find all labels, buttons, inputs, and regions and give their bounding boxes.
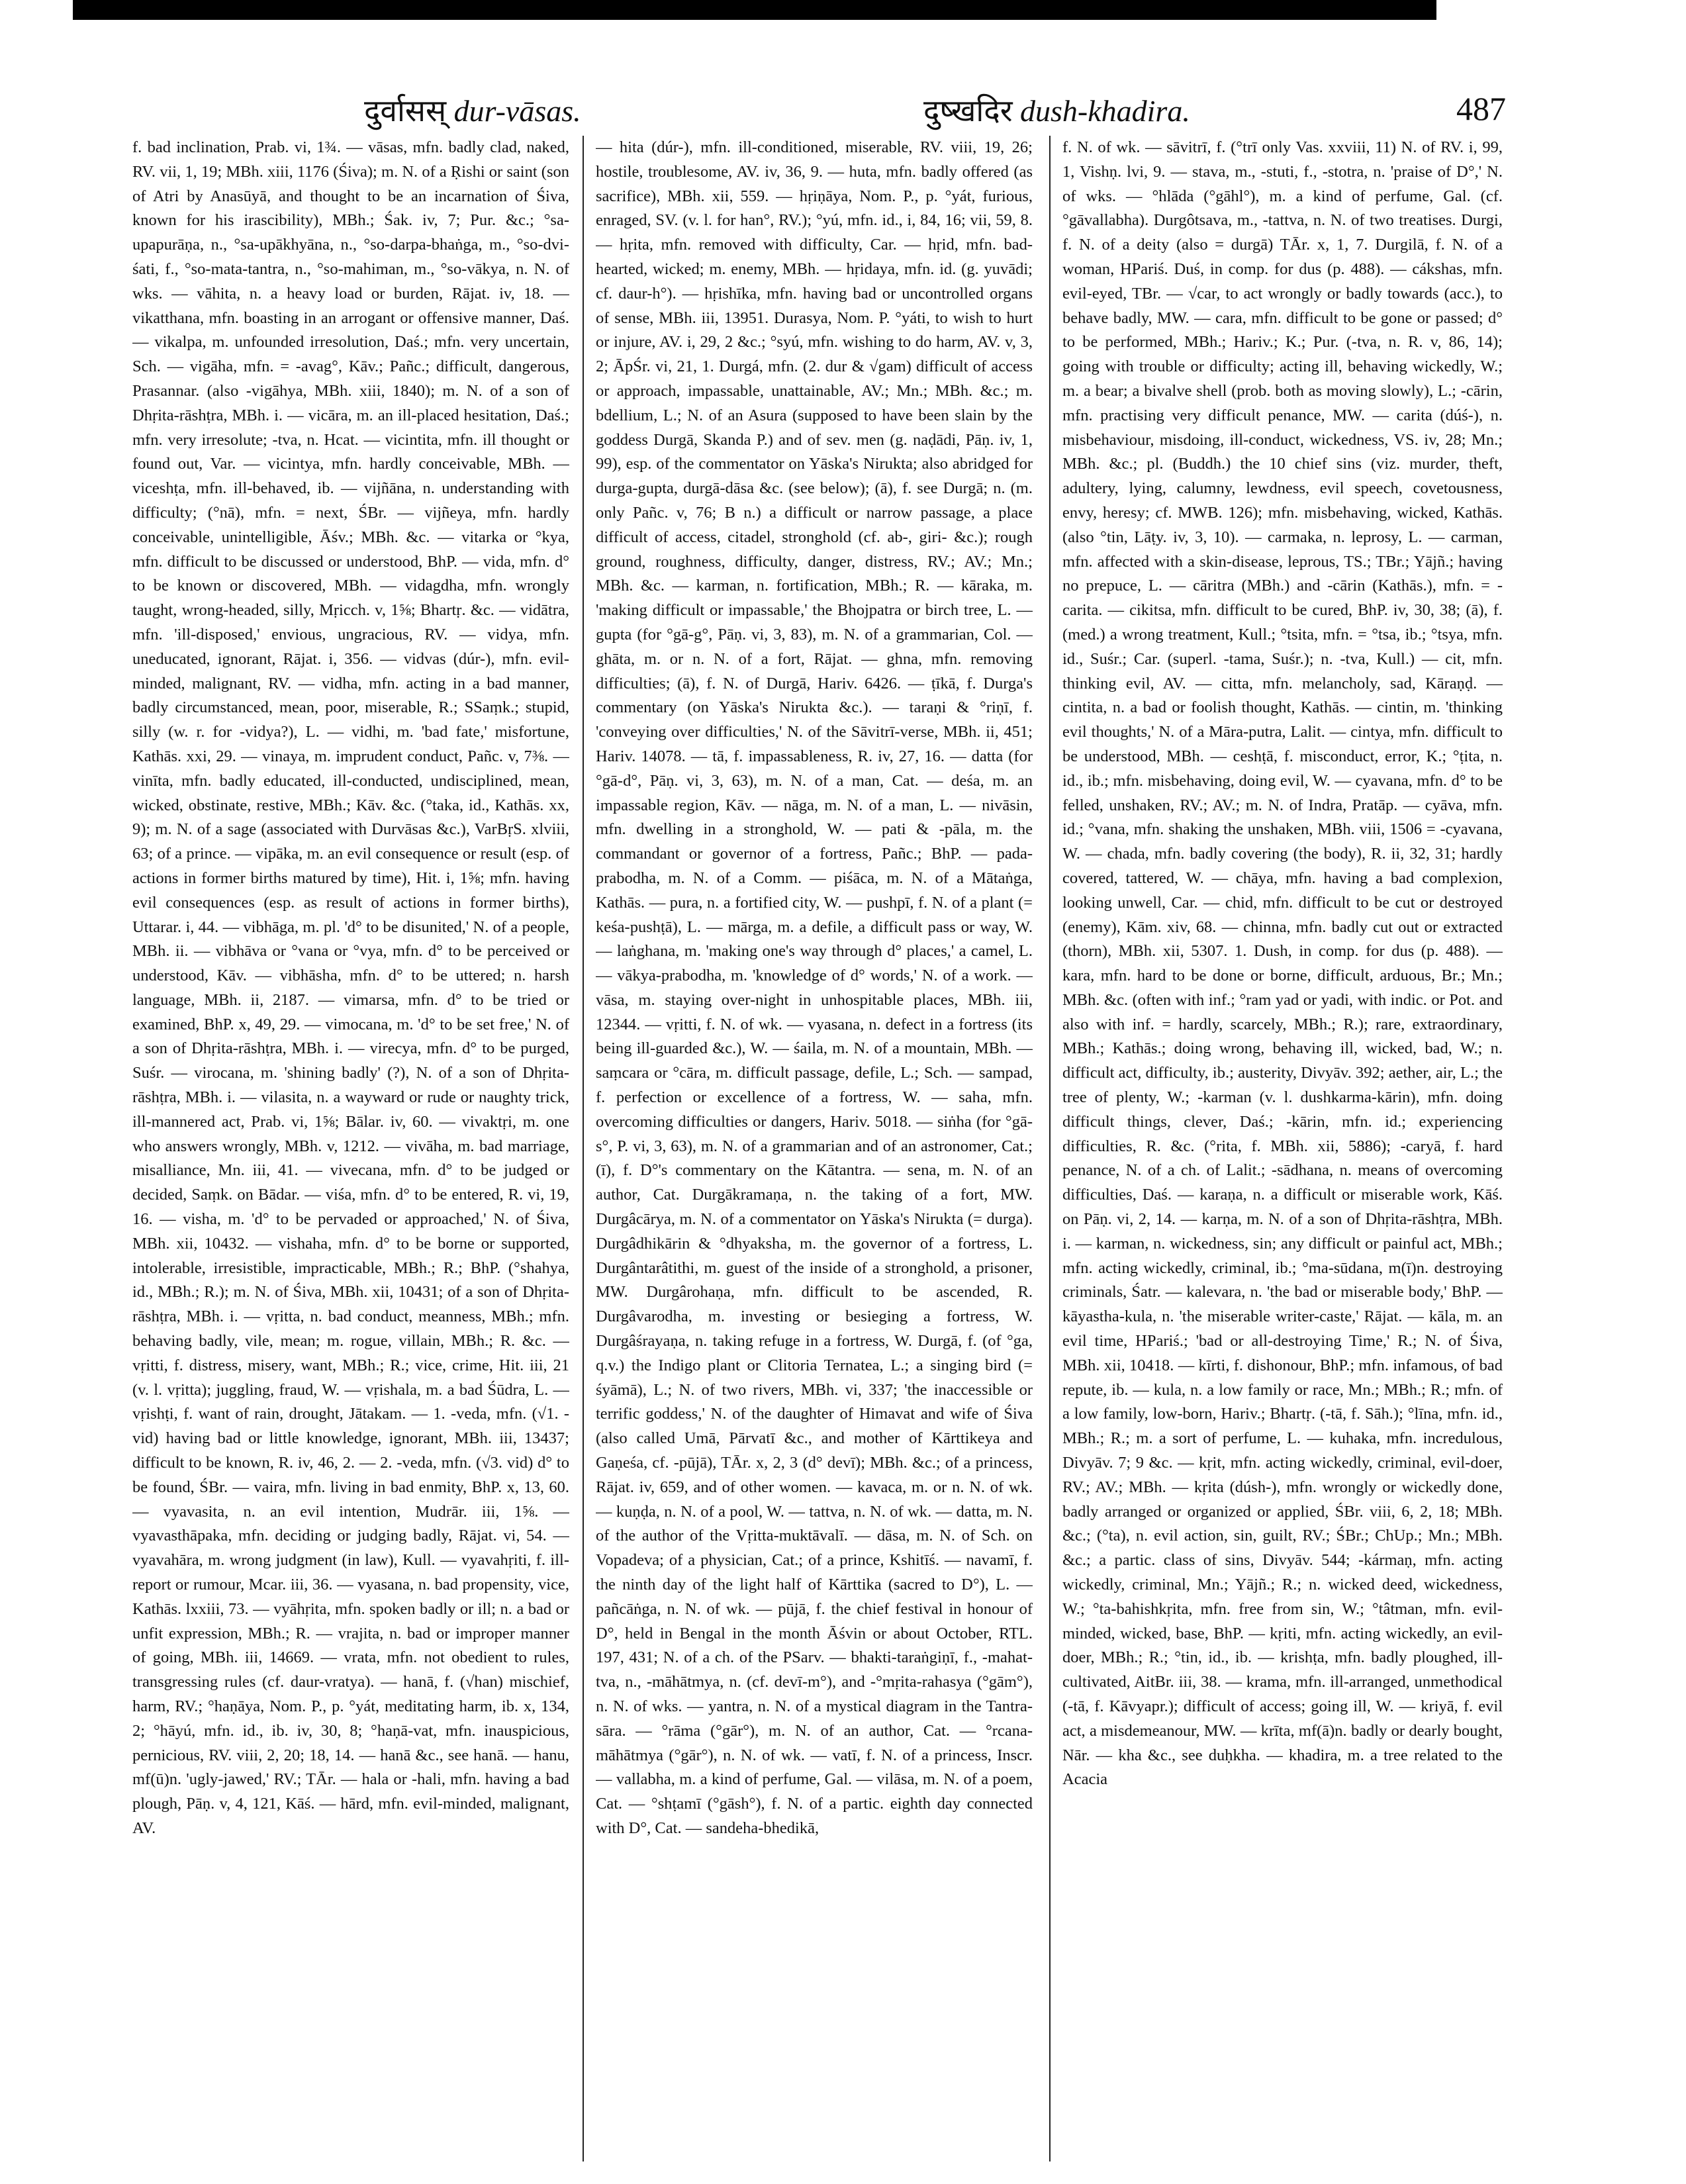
column-3-text: f. N. of wk. — sāvitrī, f. (°trī only Vas. xxviii, 11) N. of RV. i, 99, 1, Vishṇ. lvi, 9. — stava, m., -stuti, f., -stotra, n. 'praise of D°,' N. of wks. — °hlāda (°gāhl°), m. a kind of perfume, Gal. (cf. °gāvallabha). Durgôtsava, m., -tattva, n. N. of two treatises. Durgi, f. N. of a deity (also = durgā) TĀr. x, 1, 7. Durgilā, f. N. of a woman, HPariś. Duś, in comp. for dus (p. 488). — cákshas, mfn. evil-eyed, TBr. — √car, to act wrongly or badly towards (acc.), to behave badly, MW. — cara, mfn. difficult to be gone or passed; d° to be performed, MBh.; Hariv.; K.; Pur. (-tva, n. R. v, 86, 14); going with trouble or difficulty; acting ill, behaving wickedly, W.; m. a bear; a bivalve shell (prob. both as moving slowly), L.; -cārin, mfn. practising very difficult penance, MW. — carita (dúś-), n. misbehaviour, misdoing, ill-conduct, wickedness, VS. iv, 28; Mn.; MBh. &c.; pl. (Buddh.) the 10 chief sins (viz. murder, theft, adultery, lying, calumny, lewdness, evil speech, covetousness, envy, heresy; cf. MWB. 126); mfn. misbehaving, wicked, Kathās. (also °tin, Lāṭy. iv, 3, 10). — carmaka, n. leprosy, L. — carman, mfn. affected with a skin-disease, leprous, TS.; TBr.; Yājñ.; having no prepuce, L. — cāritra (MBh.) and -cārin (Kathās.), mfn. = -carita. — cikitsa, mfn. difficult to be cured, BhP. iv, 30, 38; (ā), f. (med.) a wrong treatment, Kull.; °tsita, mfn. = °tsa, ib.; °tsya, mfn. id., Suśr.; Car. (superl. -tama, Suśr.); n. -tva, Kull.) — cit, mfn. thinking evil, AV. — citta, mfn. melancholy, sad, Kāraṇḍ. — cintita, n. a bad or foolish thought, Kathās. — cintin, m. 'thinking evil thoughts,' N. of a Māra-putra, Lalit. — cintya, mfn. difficult to be understood, MBh. — ceshṭā, f. misconduct, error, K.; °ṭita, n. id., ib.; mfn. misbehaving, doing evil, W. — cyavana, mfn. d° to be felled, unshaken, RV.; AV.; m. N. of Indra, Pratāp. — cyāva, mfn. id.; °vana, mfn. shaking the unshaken, MBh. viii, 1506 = -cyavana, W. — chada, mfn. badly covering (the body), R. ii, 32, 31; hardly covered, tattered, W. — chāya, mfn. having a bad complexion, looking unwell, Car. — chid, mfn. difficult to be cut or destroyed (enemy), Kām. xiv, 68. — chinna, mfn. badly cut out or extracted (thorn), MBh. xii, 5307. 1. Dush, in comp. for dus (p. 488). — kara, mfn. hard to be done or borne, difficult, arduous, Br.; Mn.; MBh. &c. (often with inf.; °ram yad or yadi, with indic. or Pot. and also with inf. = hardly, scarcely, MBh.; R.); rare, extraordinary, MBh.; Kathās.; doing wrong, behaving ill, wicked, bad, W.; n. difficult act, difficulty, ib.; austerity, Divyāv. 392; aether, air, L.; the tree of plenty, W.; -karman (v. l. dushkarma-kārin), mfn. doing difficult things, clever, Daś.; -kārin, mfn. id.; experiencing difficulties, R. &c. (°rita, f. MBh. xii, 5886); -caryā, f. hard penance, N. of a ch. of Lalit.; -sādhana, n. means of overcoming difficulties, Daś. — karaṇa, n. a difficult or miserable work, Kāś. on Pāṇ. vi, 2, 14. — karṇa, m. N. of a son of Dhṛita-rāshṭra, MBh. i. — karman, n. wickedness, sin; any difficult or painful act, MBh.; mfn. acting wickedly, criminal, ib.; °ma-sūdana, m(ī)n. destroying criminals, Śatr. — kalevara, n. 'the bad or miserable body,' BhP. — kāyastha-kula, n. 'the miserable writer-caste,' Rājat. — kāla, m. an evil time, HPariś.; 'bad or all-destroying Time,' R.; N. of Śiva, MBh. xii, 10418. — kīrti, f. dishonour, BhP.; mfn. infamous, of bad repute, ib. — kula, n. a low family or race, Mn.; MBh.; R.; mfn. of a low family, low-born, Hariv.; Bhartṛ. (-tā, f. Sāh.); °līna, mfn. id., MBh.; R.; m. a sort of perfume, L. — kuhaka, mfn. incredulous, Divyāv. 7; 9 &c. — kṛit, mfn. acting wickedly, criminal, evil-doer, RV.; AV.; MBh. — kṛita (dúsh-), mfn. wrongly or wickedly done, badly arranged or organized or applied, ŚBr. viii, 6, 2, 18; MBh. &c.; (°ta), n. evil action, sin, guilt, RV.; ŚBr.; ChUp.; Mn.; MBh. &c.; a partic. class of sins, Divyāv. 544; -kármaṇ, mfn. acting wickedly, criminal, Mn.; Yājñ.; R.; n. wicked deed, wickedness, W.; °ta-bahishkṛita, mfn. free from sin, W.; °tâtman, mfn. evil-minded, wicked, base, BhP. — kṛiti, mfn. acting wickedly, an evil-doer, MBh.; R.; °tin, id., ib. — krishṭa, mfn. badly ploughed, ill-cultivated, AitBr. iii, 38. — krama, mfn. ill-arranged, unmethodical (-tā, f. Kāvyapr.); difficult of access; going ill, W. — kriyā, f. evil act, a misdemeanour, MW. — krīta, mf(ā)n. badly or dearly bought, Nār. — kha &c., see duḥkha. — khadira, m. a tree related to the Acacia bbox=[1062, 138, 1503, 1789]
running-header bbox=[136, 83, 1506, 136]
page-number: 487 bbox=[1456, 90, 1506, 127]
dictionary-columns bbox=[132, 136, 1503, 2161]
column-divider-1 bbox=[583, 136, 584, 2161]
column-3 bbox=[1062, 136, 1503, 2161]
column-1-text: f. bad inclination, Prab. vi, 1¾. — vāsas, mfn. badly clad, naked, RV. vii, 1, 19; MBh. xiii, 1176 (Śiva); m. N. of a Ṛishi or saint (son of Atri by Anasūyā, and thought to be an incarnation of Śiva, known for his irascibility), MBh.; Śak. iv, 7; Pur. &c.; °sa-upapurāṇa, n., °sa-upākhyāna, n., °so-darpa-bhaṅga, m., °so-dvi-śati, f., °so-mata-tantra, n., °so-mahiman, m., °so-vākya, n. N. of wks. — vāhita, n. a heavy load or burden, Rājat. iv, 18. — vikatthana, mfn. boasting in an arrogant or offensive manner, Daś. — vikalpa, m. unfounded irresolution, Daś.; mfn. very uncertain, Sch. — vigāha, mfn. = -avag°, Kāv.; Pañc.; difficult, dangerous, Prasannar. (also -vigāhya, MBh. xiii, 1840); m. N. of a son of Dhṛita-rāshṭra, MBh. i. — vicāra, m. an ill-placed hesitation, Daś.; mfn. very irresolute; -tva, n. Hcat. — vicintita, mfn. ill thought or found out, Var. — vicintya, mfn. hardly conceivable, MBh. — viceshṭa, mfn. ill-behaved, ib. — vijñāna, n. understanding with difficulty; (°nā), mfn. = next, ŚBr. — vijñeya, mfn. hardly conceivable, unintelligible, Āśv.; MBh. &c. — vitarka or °kya, mfn. difficult to be discussed or understood, BhP. — vida, mfn. d° to be known or discovered, MBh. — vidagdha, mfn. wrongly taught, wrong-headed, silly, Mṛicch. v, 1⅝; Bhartṛ. &c. — vidātra, mfn. 'ill-disposed,' envious, ungracious, RV. — vidya, mfn. uneducated, ignorant, Rājat. i, 356. — vidvas (dúr-), mfn. evil-minded, malignant, RV. — vidha, mfn. acting in a bad manner, badly circumstanced, mean, poor, miserable, R.; SSaṃk.; stupid, silly (w. r. for -vidya?), L. — vidhi, m. 'bad fate,' misfortune, Kathās. xxi, 29. — vinaya, m. imprudent conduct, Pañc. v, 7⅜. — vinīta, mfn. badly educated, ill-conducted, undisciplined, mean, wicked, obstinate, restive, MBh.; Kāv. &c. (°taka, id., Kathās. xx, 9); m. N. of a sage (associated with Durvāsas &c.), VarBṛS. xlviii, 63; of a prince. — vipāka, m. an evil consequence or result (esp. of actions in former births matured by time), Hit. i, 1⅝; mfn. having evil consequences (esp. as result of actions in former births), Uttarar. i, 44. — vibhāga, m. pl. 'd° to be disunited,' N. of a people, MBh. ii. — vibhāva or °vana or °vya, mfn. d° to be perceived or understood, Kāv. — vibhāsha, mfn. d° to be uttered; n. harsh language, MBh. ii, 2187. — vimarsa, mfn. d° to be tried or examined, BhP. x, 49, 29. — vimocana, m. 'd° to be set free,' N. of a son of Dhṛita-rāshṭra, MBh. i. — virecya, mfn. d° to be purged, Suśr. — virocana, m. 'shining badly' (?), N. of a son of Dhṛita-rāshṭra, MBh. i. — vilasita, n. a wayward or rude or naughty trick, ill-mannered act, Prab. vi, 1⅝; Bālar. iv, 60. — vivaktṛi, m. one who answers wrongly, MBh. v, 1212. — vivāha, m. bad marriage, misalliance, Mn. iii, 41. — vivecana, mfn. d° to be judged or decided, Saṃk. on Bādar. — viśa, mfn. d° to be entered, R. vi, 19, 16. — visha, m. 'd° to be pervaded or approached,' N. of Śiva, MBh. xii, 10432. — vishaha, mfn. d° to be borne or supported, intolerable, irresistible, impracticable, MBh.; R.; BhP. (°shahya, id., MBh.; R.); m. N. of Śiva, MBh. xii, 10431; of a son of Dhṛita-rāshṭra, MBh. i. — vṛitta, n. bad conduct, meanness, MBh.; mfn. behaving badly, vile, mean; m. rogue, villain, MBh.; R. &c. — vṛitti, f. distress, misery, want, MBh.; R.; vice, crime, Hit. iii, 21 (v. l. vṛitta); juggling, fraud, W. — vṛishala, m. a bad Śūdra, L. — vṛishṭi, f. want of rain, drought, Jātakam. — 1. -veda, mfn. (√1. -vid) having bad or little knowledge, ignorant, MBh. iii, 13437; difficult to be known, R. iv, 46, 2. — 2. -veda, mfn. (√3. vid) d° to be found, ŚBr. — vaira, mfn. living in bad enmity, BhP. x, 13, 60. — vyavasita, n. an evil intention, Mudrār. iii, 1⅝. — vyavasthāpaka, mfn. deciding or judging badly, Rājat. vi, 54. — vyavahāra, m. wrong judgment (in law), Kull. — vyavahṛiti, f. ill-report or rumour, Mcar. iii, 36. — vyasana, n. bad propensity, vice, Kathās. lxxiii, 73. — vyāhṛita, mfn. spoken badly or ill; n. a bad or unfit expression, MBh.; R. — vrajita, n. bad or improper manner of going, MBh. iii, 14669. — vrata, mfn. not obedient to rules, transgressing rules (cf. daur-vratya). — hanā, f. (√han) mischief, harm, RV.; °haṇāya, Nom. P., p. °yát, meditating harm, ib. x, 134, 2; °hāyú, mfn. id., ib. iv, 30, 8; °haṇā-vat, mfn. inauspicious, pernicious, RV. viii, 2, 20; 18, 14. — hanā &c., see hanā. — hanu, mf(ū)n. 'ugly-jawed,' RV.; TĀr. — hala or -hali, mfn. having a bad plough, Pāṇ. v, 4, 121, Kāś. — hārd, mfn. evil-minded, malignant, AV. bbox=[132, 138, 569, 1837]
header-middle-devanagari: दुष्खदिर bbox=[923, 94, 1013, 128]
header-middle-translit: dush-khadira. bbox=[1020, 94, 1190, 128]
column-2 bbox=[596, 136, 1033, 2161]
column-2-text: — hita (dúr-), mfn. ill-conditioned, miserable, RV. viii, 19, 26; hostile, troublesome, AV. iv, 36, 9. — huta, mfn. badly offered (as sacrifice), MBh. xii, 559. — hṛiṇāya, Nom. P., p. °yát, furious, enraged, SV. (v. l. for han°, RV.); °yú, mfn. id., i, 84, 16; vii, 59, 8. — hṛita, mfn. removed with difficulty, Car. — hṛid, mfn. bad-hearted, wicked; m. enemy, MBh. — hṛidaya, mfn. id. (g. yuvādi; cf. daur-h°). — hṛishīka, mfn. having bad or uncontrolled organs of sense, MBh. iii, 13951. Durasya, Nom. P. °yáti, to wish to hurt or injure, AV. i, 29, 2 &c.; °syú, mfn. wishing to do harm, AV. v, 3, 2; ĀpŚr. vi, 21, 1. Durgá, mfn. (2. dur & √gam) difficult of access or approach, impassable, unattainable, AV.; Mn.; MBh. &c.; m. bdellium, L.; N. of an Asura (supposed to have been slain by the goddess Durgā, Skanda P.) and of sev. men (g. naḍādi, Pāṇ. iv, 1, 99), esp. of the commentator on Yāska's Nirukta; also abridged for durga-gupta, durgā-dāsa &c. (see below); (ā), f. see Durgā; n. (m. only Pañc. v, 76; B n.) a difficult or narrow passage, a place difficult of access, citadel, stronghold (cf. ab-, giri- &c.); rough ground, roughness, difficulty, danger, distress, RV.; AV.; Mn.; MBh. &c. — karman, n. fortification, MBh.; R. — kāraka, m. 'making difficult or impassable,' the Bhojpatra or birch tree, L. — gupta (for °gā-g°, Pāṇ. vi, 3, 83), m. N. of a grammarian, Col. — ghāta, m. or n. N. of a fort, Rājat. — ghna, mfn. removing difficulties; (ā), f. N. of Durgā, Hariv. 6426. — ṭīkā, f. Durga's commentary (on Yāska's Nirukta &c.). — taraṇi & °riṇī, f. 'conveying over difficulties,' N. of the Sāvitrī-verse, MBh. ii, 451; Hariv. 14078. — tā, f. impassableness, R. iv, 27, 16. — datta (for °gā-d°, Pāṇ. vi, 3, 63), m. N. of a man, Cat. — deśa, m. an impassable region, Kāv. — nāga, m. N. of a man, L. — nivāsin, mfn. dwelling in a stronghold, W. — pati & -pāla, m. the commandant or governor of a fortress, Pañc.; BhP. — pada-prabodha, m. N. of a Comm. — piśāca, m. N. of a Mātaṅga, Kathās. — pura, n. a fortified city, W. — pushpī, f. N. of a plant (= keśa-pushṭā), L. — mārga, m. a defile, a difficult pass or way, W. — laṅghana, m. 'making one's way through d° places,' a camel, L. — vākya-prabodha, m. 'knowledge of d° words,' N. of a work. — vāsa, m. staying over-night in unhospitable places, MBh. iii, 12344. — vṛitti, f. N. of wk. — vyasana, n. defect in a fortress (its being ill-guarded &c.), W. — śaila, m. N. of a mountain, MBh. — saṃcara or °cāra, m. difficult passage, defile, L.; Sch. — sampad, f. perfection or excellence of a fortress, W. — saha, mfn. overcoming difficulties or dangers, Hariv. 5018. — siṅha (for °gā-s°, P. vi, 3, 63), m. N. of a grammarian and of an astronomer, Cat.; (ī), f. D°'s commentary on the Kātantra. — sena, m. N. of an author, Cat. Durgākramaṇa, n. the taking of a fort, MW. Durgâcārya, m. N. of a commentator on Yāska's Nirukta (= durga). Durgâdhikārin & °dhyaksha, m. the governor of a fortress, L. Durgântarâtithi, m. guest of the inside of a stronghold, a prisoner, MW. Durgârohaṇa, mfn. difficult to be ascended, R. Durgâvarodha, m. investing or besieging a fortress, W. Durgâśrayaṇa, n. taking refuge in a fortress, W. Durgā, f. (of °ga, q.v.) the Indigo plant or Clitoria Ternatea, L.; a singing bird (= śyāmā), L.; N. of two rivers, MBh. vi, 337; 'the inaccessible or terrific goddess,' N. of the daughter of Himavat and wife of Śiva (also called Umā, Pārvatī &c., and mother of Kārttikeya and Gaṇeśa, cf. -pūjā), TĀr. x, 2, 3 (d° devī); MBh. &c.; of a princess, Rājat. iv, 659, and of other women. — kavaca, m. or n. N. of wk. — kuṇḍa, n. N. of a pool, W. — tattva, n. N. of wk. — datta, m. N. of the author of the Vṛitta-muktāvalī. — dāsa, m. N. of Sch. on Vopadeva; of a physician, Cat.; of a prince, Kshitīś. — navamī, f. the ninth day of the light half of Kārttika (sacred to D°), L. — pañcāṅga, n. N. of wk. — pūjā, f. the chief festival in honour of D°, held in Bengal in the month Āśvin or about October, RTL. 197, 431; N. of a ch. of the PSarv. — bhakti-taraṅgiṇī, f., -mahat-tva, n., -māhātmya, n. (cf. devī-m°), and -°mṛita-rahasya (°gām°), n. N. of wks. — yantra, n. N. of a mystical diagram in the Tantra-sāra. — °rāma (°gār°), m. N. of an author, Cat. — °rcana-māhātmya (°gār°), n. N. of wk. — vatī, f. N. of a princess, Inscr. — vallabha, m. a kind of perfume, Gal. — vilāsa, m. N. of a poem, Cat. — °shṭamī (°gāsh°), f. N. of a partic. eighth day connected with D°, Cat. — sandeha-bhedikā, bbox=[596, 138, 1033, 1837]
top-edge-bar bbox=[73, 0, 1436, 20]
header-left-devanagari: दुर्वासस् bbox=[364, 94, 447, 128]
header-middle-word bbox=[923, 89, 1190, 130]
column-divider-2 bbox=[1049, 136, 1051, 2161]
header-left-word bbox=[364, 89, 581, 130]
header-left-translit: dur-vāsas. bbox=[453, 94, 581, 128]
column-1 bbox=[132, 136, 569, 2161]
